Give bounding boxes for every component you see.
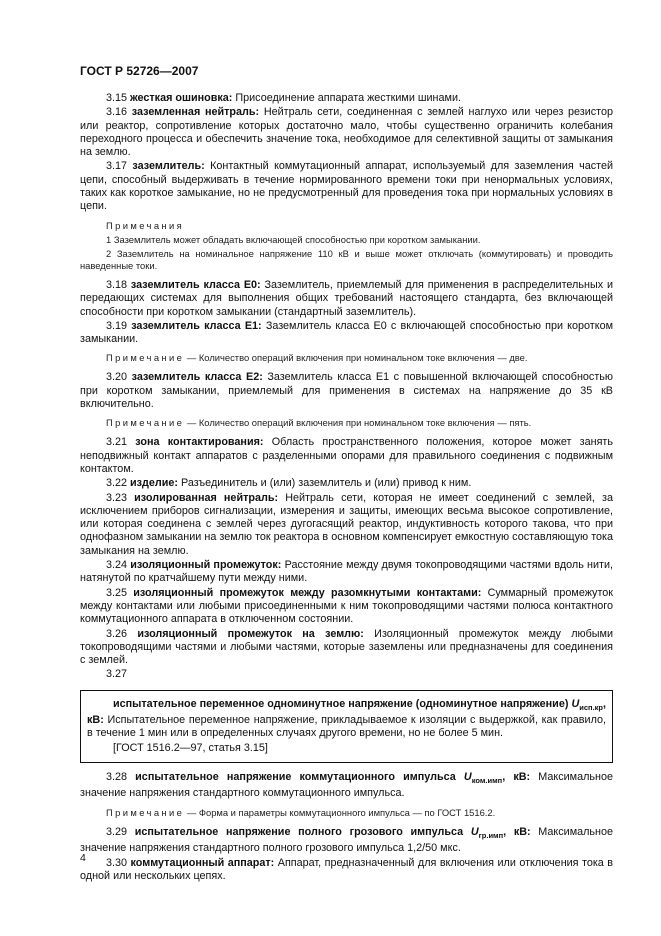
entry-text: Заземлитель класса Е1 с повышенной включающей способностью при коротком замыкании, приемлемый для применения в системах на напряжение до 35 кВ включительно. xyxy=(80,371,613,411)
reference-definition-box xyxy=(80,690,613,763)
note-label: Примечание xyxy=(106,417,185,429)
entry-text: Нейтраль сети, соединенная с землей наглухо или через резистор или реактор, сопротивление которых достаточно мало, чтобы существенно ограничить колебания переходного процесса и обеспечить значение тока, необходимое для селективной защиты от замыкания на землю. xyxy=(80,106,614,159)
entry-number: 3.20 xyxy=(106,371,128,384)
entry-3-15 xyxy=(80,92,613,105)
entry-term: заземленная нейтраль: xyxy=(131,106,260,119)
entry-3-16 xyxy=(80,106,613,159)
entry-text: Контактный коммутационный аппарат, используемый для заземления частей цепи, способный выдерживать в течение нормированного времени токи при ненормальных условиях, таких как короткое замыкание, но не предусмотренный для проведения тока при нормальных условиях в цепи. xyxy=(80,160,613,213)
entry-term: изоляционный промежуток между разомкнутыми контактами: xyxy=(133,586,482,599)
entry-text: Заземлитель, приемлемый для применения в распределительных и передающих системах для выполнения общих требований настоящего стандарта, без включающей способности при коротком замыкании (стандартный заземлитель). xyxy=(80,278,613,318)
entry-term: изоляционный промежуток: xyxy=(130,559,282,572)
entry-term: изолированная нейтраль: xyxy=(134,491,279,504)
entry-term: заземлитель класса Е0: xyxy=(130,278,261,291)
entry-text: Максимальное значение напряжения стандартного полного грозового импульса 1,2/50 мкс. xyxy=(80,825,614,855)
entry-text: Заземлитель класса Е0 с включающей способностью при коротком замыкании. xyxy=(80,319,614,346)
entry-number: 3.29 xyxy=(106,825,128,838)
entry-number: 3.22 xyxy=(106,477,128,490)
unit: , кВ: xyxy=(87,697,606,727)
entry-term: изоляционный промежуток на землю: xyxy=(137,627,364,640)
entry-3-20 xyxy=(80,371,613,411)
note-text: — Форма и параметры коммутационного импульса — по ГОСТ 1516.2. xyxy=(184,806,496,818)
entry-number: 3.23 xyxy=(106,491,128,504)
symbol-subscript: гр.имп xyxy=(478,830,504,840)
entry-number: 3.30 xyxy=(106,856,128,869)
entry-term: заземлитель класса Е1: xyxy=(131,319,262,332)
unit: , кВ: xyxy=(502,771,531,784)
entry-3-23 xyxy=(80,492,613,558)
source-reference: [ГОСТ 1516.2—97, статья 3.15] xyxy=(113,741,268,754)
entry-term: испытательное переменное одноминутное напряжение (одноминутное напряжение) xyxy=(113,697,569,710)
document-header: ГОСТ Р 52726—2007 xyxy=(80,64,199,78)
entry-3-27 xyxy=(80,668,613,681)
boxed-definition xyxy=(87,698,606,741)
note-label: Примечание xyxy=(106,806,185,818)
page-content xyxy=(80,92,613,884)
page-number: 4 xyxy=(80,852,86,864)
entry-number: 3.21 xyxy=(106,436,128,449)
notes-heading: Примечания xyxy=(106,219,185,231)
entry-text: Присоединение аппарата жесткими шинами. xyxy=(232,92,461,104)
entry-3-25 xyxy=(80,587,613,627)
note xyxy=(80,807,613,819)
entry-number: 3.16 xyxy=(106,106,128,119)
entry-term: испытательное напряжение коммутационного импульса xyxy=(135,771,464,784)
entry-3-22 xyxy=(80,477,613,490)
entry-term: испытательное напряжение полного грозового импульса xyxy=(134,825,471,838)
entry-number: 3.15 xyxy=(106,92,128,104)
entry-3-28 xyxy=(80,771,613,801)
entry-3-17 xyxy=(80,160,613,213)
entry-3-21 xyxy=(80,436,613,476)
symbol-u: U xyxy=(571,697,580,710)
entry-number: 3.28 xyxy=(106,771,128,784)
note-item: 1 Заземлитель может обладать включающей способностью при коротком замыкании. xyxy=(106,233,481,245)
entry-3-24 xyxy=(80,559,613,586)
entry-text: Область пространственного положения, которое может занять неподвижный контакт аппаратов с разделенными опорами для правильного соединения с подвижным контактом. xyxy=(80,436,613,475)
entry-term: изделие: xyxy=(130,477,178,490)
entry-3-19 xyxy=(80,320,613,347)
entry-text: Расстояние между двумя токопроводящими частями вдоль нити, натянутой по кратчайшему пути между ними. xyxy=(80,559,614,585)
entry-text: Нейтраль сети, которая не имеет соединений с землей, за исключением приборов сигнализации, измерения и защиты, имеющих весьма высокое сопротивление, или которая соединена с землей через дугогасящий реактор, индуктивность которого такова, что при однофазном замыкании на землю ток реактора в основном компенсирует емкостную составляющую тока замыкания на землю. xyxy=(80,491,613,557)
unit: , кВ: xyxy=(503,825,531,838)
entry-number: 3.24 xyxy=(106,559,128,572)
entry-number: 3.19 xyxy=(106,319,128,332)
note xyxy=(80,417,613,429)
symbol-subscript: исп.кр xyxy=(579,702,603,712)
entry-term: коммутационный аппарат: xyxy=(130,856,275,869)
entry-number: 3.25 xyxy=(106,586,128,599)
entry-3-30 xyxy=(80,857,613,884)
entry-3-26 xyxy=(80,628,613,668)
entry-text: Разъединитель и (или) заземлитель и (или) привод к ним. xyxy=(177,477,472,490)
note xyxy=(80,352,613,364)
entry-number: 3.17 xyxy=(106,160,128,173)
entry-text: Изоляционный промежуток между любыми токопроводящими частями и любыми частями, которые заземлены или предназначены для соединения с землей. xyxy=(80,627,614,667)
entry-text: Максимальное значение напряжения стандартного коммутационного импульса. xyxy=(80,771,614,800)
entry-term: зона контактирования: xyxy=(135,436,264,449)
entry-term: жесткая ошиновка: xyxy=(130,92,233,104)
entry-number: 3.27 xyxy=(106,668,128,681)
note-label: Примечание xyxy=(106,352,185,364)
symbol-subscript: ком.имп xyxy=(471,776,503,786)
note-item: 2 Заземлитель на номинальное напряжение 110 кВ и выше может отключать (коммутировать) и проводить наведенные токи. xyxy=(80,247,613,271)
entry-term: заземлитель класса Е2: xyxy=(131,371,263,384)
note-text: — Количество операций включения при номинальном токе включения — две. xyxy=(184,352,528,364)
symbol-u: U xyxy=(470,825,479,838)
entry-3-18 xyxy=(80,279,613,319)
symbol-u: U xyxy=(463,771,472,784)
entry-text: Аппарат, предназначенный для включения или отключения тока в одной или нескольких цепях. xyxy=(80,856,614,882)
note-text: — Количество операций включения при номинальном токе включения — пять. xyxy=(184,417,532,429)
entry-text: Суммарный промежуток между контактами или любыми присоединенными к ним токопроводящими частями полюса контактного коммутационного аппарата в отключенном состоянии. xyxy=(80,586,614,626)
entry-term: заземлитель: xyxy=(132,160,205,173)
entry-number: 3.18 xyxy=(106,278,128,291)
entry-text: Испытательное переменное напряжение, прикладываемое к изоляции с выдержкой, как правило, в течение 1 мин или в определенных случаях другого времени, но не более 5 мин. xyxy=(87,714,606,740)
entry-number: 3.26 xyxy=(106,627,128,640)
entry-3-29 xyxy=(80,826,613,856)
